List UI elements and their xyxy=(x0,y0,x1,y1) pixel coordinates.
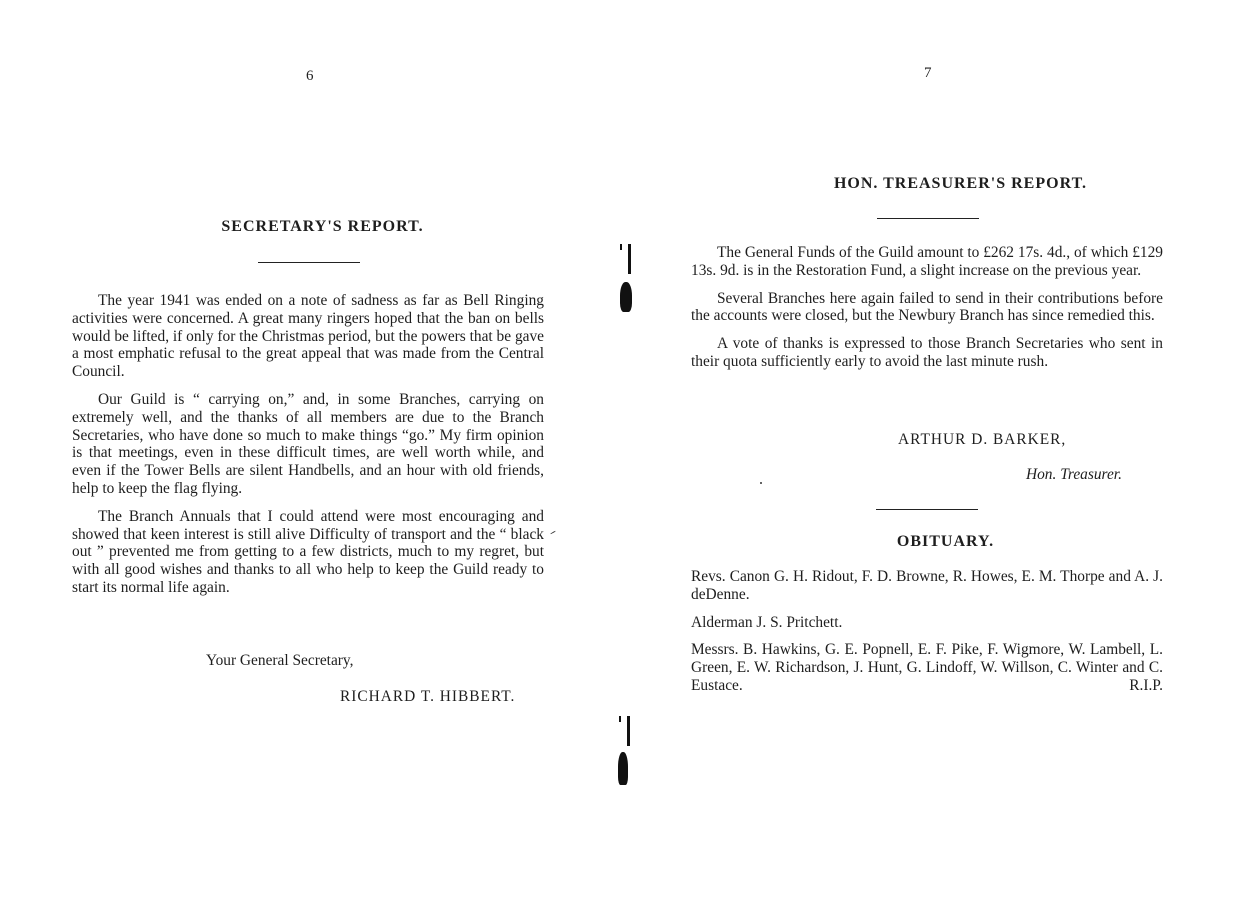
right-page xyxy=(640,0,1251,907)
treasurer-report-body xyxy=(691,244,1163,381)
secretary-signature: RICHARD T. HIBBERT. xyxy=(340,688,516,705)
treasurer-signature: ARTHUR D. BARKER, xyxy=(898,431,1067,448)
report-paragraph: Our Guild is “ carrying on,” and, in some Branches, carrying on extremely well, and the thanks of all members are due to the Branch Secretaries, who have done so much to make things “go.” My firm opinion is that meetings, even in these difficult times, are well worth while, and even if the Tower Bells are silent Handbells, and an hour with old friends, help to keep the flag flying. xyxy=(72,390,544,497)
section-rule xyxy=(876,509,978,510)
page-number: 7 xyxy=(924,65,932,81)
treasurer-title: Hon. Treasurer. xyxy=(1026,466,1122,483)
report-paragraph: Several Branches here again failed to send in their contributions before the accounts were closed, but the Newbury Branch has since remedied this. xyxy=(691,289,1163,325)
secretary-report-heading: SECRETARY'S REPORT. xyxy=(221,218,424,235)
obituary-body xyxy=(691,568,1163,705)
obituary-messrs: Messrs. B. Hawkins, G. E. Popnell, E. F. Pike, F. Wigmore, W. Lambell, L. Green, E. W. Richardson, J. Hunt, G. Lindoff, W. Willson, C. Winter and C. Eustace. xyxy=(691,641,1163,694)
binding-mark xyxy=(620,282,632,312)
report-paragraph: The year 1941 was ended on a note of sadness as far as Bell Ringing activities were concerned. A great many ringers hoped that the ban on bells would be lifted, if only for the Christmas period, but the powers that be gave a most emphatic refusal to the great appeal that was made from the Central Council. xyxy=(72,292,544,381)
report-paragraph: The Branch Annuals that I could attend were most encouraging and showed that keen interest is still alive Difficulty of transport and the “ black out ” prevented me from getting to a few districts, much to my regret, but with all good wishes and thanks to all who help to keep the Guild ready to start its normal life again. xyxy=(72,507,544,596)
binding-mark xyxy=(619,716,621,722)
heading-rule xyxy=(258,262,360,263)
left-page xyxy=(0,0,615,907)
binding-mark xyxy=(627,716,630,746)
treasurer-report-heading: HON. TREASURER'S REPORT. xyxy=(833,175,1088,192)
closing-line: Your General Secretary, xyxy=(206,652,354,669)
secretary-report-body xyxy=(72,292,544,607)
rip-text: R.I.P. xyxy=(1129,676,1163,694)
obituary-heading: OBITUARY. xyxy=(896,533,995,550)
obituary-paragraph xyxy=(691,641,1163,694)
binding-mark xyxy=(618,752,628,785)
binding-mark xyxy=(620,244,622,250)
report-paragraph: The General Funds of the Guild amount to £262 17s. 4d., of which £129 13s. 9d. is in the Restoration Fund, a slight increase on the previous year. xyxy=(691,244,1163,279)
obituary-paragraph: Alderman J. S. Pritchett. xyxy=(691,613,843,631)
report-paragraph: A vote of thanks is expressed to those Branch Secretaries who sent in their quota sufficiently early to avoid the last minute rush. xyxy=(691,335,1163,370)
binding-mark xyxy=(628,244,631,274)
obituary-paragraph: Revs. Canon G. H. Ridout, F. D. Browne, R. Howes, E. M. Thorpe and A. J. deDenne. xyxy=(691,568,1163,603)
heading-rule xyxy=(877,218,979,219)
page-number: 6 xyxy=(306,68,314,84)
